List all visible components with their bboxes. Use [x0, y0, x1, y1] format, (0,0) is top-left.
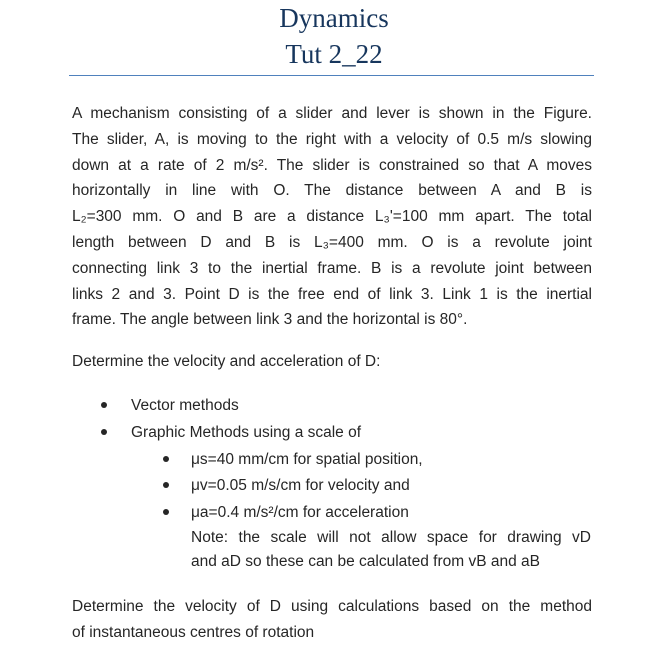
determine-velocity-acceleration: Determine the velocity and acceleration of D: — [72, 353, 381, 370]
bullet-icon — [101, 402, 107, 408]
method-vector: Vector methods — [131, 397, 239, 414]
scale-spatial: μs=40 mm/cm for spatial position, — [191, 451, 423, 468]
problem-line: down at a rate of 2 m/s². The slider is constrained so that A moves — [72, 156, 592, 174]
bullet-icon — [163, 482, 169, 488]
bullet-icon — [163, 509, 169, 515]
problem-line: links 2 and 3. Point D is the free end of link 3. Link 1 is the inertial — [72, 285, 592, 303]
title-divider — [69, 75, 594, 76]
document-title: Dynamics — [279, 3, 389, 33]
bullet-icon — [163, 456, 169, 462]
problem-line: frame. The angle between link 3 and the horizontal is 80°. — [72, 311, 468, 329]
scale-note — [191, 526, 591, 574]
document-subtitle: Tut 2_22 — [285, 39, 383, 69]
problem-line: A mechanism consisting of a slider and lever is shown in the Figure. — [72, 105, 592, 122]
problem-line: connecting link 3 to the inertial frame. B is a revolute joint between — [72, 259, 592, 277]
determine-instantaneous-centres — [72, 594, 592, 646]
scale-acceleration: μa=0.4 m/s²/cm for acceleration — [191, 504, 409, 521]
problem-statement — [72, 101, 592, 333]
note-line: and aD so these can be calculated from vB and aB — [191, 553, 540, 570]
determine-line: of instantaneous centres of rotation — [72, 623, 315, 641]
method-graphic: Graphic Methods using a scale of — [131, 424, 362, 441]
problem-line: length between D and B is L₃=400 mm. O is a revolute joint — [72, 233, 592, 251]
problem-line: The slider, A, is moving to the right with a velocity of 0.5 m/s slowing — [72, 130, 592, 148]
problem-line: horizontally in line with O. The distance between A and B is — [72, 182, 592, 200]
bullet-icon — [101, 429, 107, 435]
note-line: Note: the scale will not allow space for drawing vD — [191, 529, 591, 546]
determine-line: Determine the velocity of D using calculations based on the method — [72, 598, 592, 615]
scale-velocity: μv=0.05 m/s/cm for velocity and — [191, 477, 410, 494]
problem-line: L₂=300 mm. O and B are a distance L₃'=100 mm apart. The total — [72, 208, 592, 226]
